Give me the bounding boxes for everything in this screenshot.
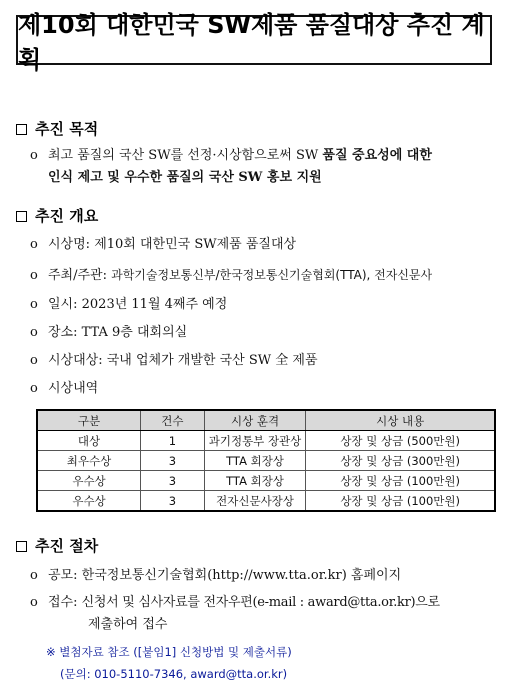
- table-header: 건수: [141, 410, 205, 431]
- overview-item-date: [30, 294, 500, 316]
- note-attachment: ※ 별첨자료 참조 ([붙임1] 신청방법 및 제출서류): [46, 645, 292, 659]
- section-heading-procedure: [16, 535, 98, 556]
- award-table: [36, 409, 496, 512]
- page-title: 제10회 대한민국 SW제품 품질대상 추진 계획: [16, 15, 492, 65]
- procedure-value: 한국정보통신기술협회(http://www.tta.or.kr) 홈페이지: [81, 568, 402, 583]
- overview-value: 국내 업체가 개발한 국산 SW 全 제품: [106, 353, 318, 368]
- section-heading-overview-text: 추진 개요: [35, 207, 99, 225]
- bullet: o: [30, 148, 38, 163]
- table-cell: 최우수상: [37, 451, 141, 471]
- overview-item-target: [30, 350, 500, 372]
- table-header: 구분: [37, 410, 141, 431]
- overview-value: 제10회 대한민국 SW제품 품질대상: [94, 237, 297, 252]
- table-cell: 상장 및 상금 (100만원): [306, 491, 495, 512]
- overview-value: 2023년 11월 4째주 예정: [81, 297, 228, 312]
- table-row: [37, 431, 495, 451]
- section-heading-overview: [16, 205, 98, 226]
- table-row: [37, 451, 495, 471]
- procedure-item-application: [30, 565, 500, 587]
- table-cell: 과기정통부 장관상: [204, 431, 306, 451]
- overview-item-awards: [30, 378, 500, 400]
- bullet: o: [30, 325, 38, 340]
- section-heading-procedure-text: 추진 절차: [35, 537, 99, 555]
- table-cell: 전자신문사장상: [204, 491, 306, 512]
- table-header-row: [37, 410, 495, 431]
- overview-label: 주최/주관:: [48, 268, 112, 283]
- note-contact: (문의: 010-5110-7346, award@tta.or.kr): [60, 667, 288, 681]
- overview-value: TTA 9층 대회의실: [81, 325, 188, 340]
- table-cell: 3: [141, 451, 205, 471]
- table-cell: 우수상: [37, 491, 141, 512]
- bullet: o: [30, 595, 38, 610]
- bullet: o: [30, 297, 38, 312]
- overview-label: 시상대상:: [48, 353, 107, 368]
- purpose-text-bold: 품질 중요성에 대한: [322, 148, 432, 163]
- table-row: [37, 491, 495, 512]
- table-cell: TTA 회장상: [204, 451, 306, 471]
- table-cell: 대상: [37, 431, 141, 451]
- overview-item-host: [30, 264, 500, 287]
- section-heading-purpose: [16, 118, 98, 139]
- table-cell: 우수상: [37, 471, 141, 491]
- table-cell: 상장 및 상금 (100만원): [306, 471, 495, 491]
- procedure-item-submission: [30, 592, 500, 636]
- procedure-label: 접수:: [48, 595, 82, 610]
- overview-label: 시상내역: [48, 381, 99, 396]
- table-cell: 상장 및 상금 (500만원): [306, 431, 495, 451]
- table-cell: 3: [141, 471, 205, 491]
- purpose-item: [30, 145, 500, 189]
- overview-label: 일시:: [48, 297, 82, 312]
- section-heading-purpose-text: 추진 목적: [35, 120, 99, 138]
- checkbox-square-icon: [16, 211, 27, 222]
- table-cell: 상장 및 상금 (300만원): [306, 451, 495, 471]
- purpose-text: 최고 품질의 국산 SW를 선정·시상함으로써 SW: [48, 148, 323, 163]
- table-header: 시상 내용: [306, 410, 495, 431]
- procedure-label: 공모:: [48, 568, 82, 583]
- table-header: 시상 훈격: [204, 410, 306, 431]
- checkbox-square-icon: [16, 124, 27, 135]
- table-cell: TTA 회장상: [204, 471, 306, 491]
- overview-value: 과학기술정보통신부/한국정보통신기술협회(TTA), 전자신문사: [111, 268, 433, 282]
- checkbox-square-icon: [16, 541, 27, 552]
- procedure-value: 신청서 및 심사자료를 전자우편(e-mail : award@tta.or.kr)으로: [81, 595, 440, 610]
- overview-item-venue: [30, 322, 500, 344]
- bullet: o: [30, 568, 38, 583]
- overview-item-award-name: [30, 234, 500, 256]
- bullet: o: [30, 381, 38, 396]
- bullet: o: [30, 237, 38, 252]
- bullet: o: [30, 268, 38, 283]
- table-row: [37, 471, 495, 491]
- bullet: o: [30, 353, 38, 368]
- overview-label: 장소:: [48, 325, 82, 340]
- purpose-text-continued: 인식 제고 및 우수한 품질의 국산 SW 홍보 지원: [48, 170, 322, 185]
- table-cell: 1: [141, 431, 205, 451]
- procedure-value-continued: 제출하여 접수: [88, 617, 168, 632]
- overview-label: 시상명:: [48, 237, 95, 252]
- table-cell: 3: [141, 491, 205, 512]
